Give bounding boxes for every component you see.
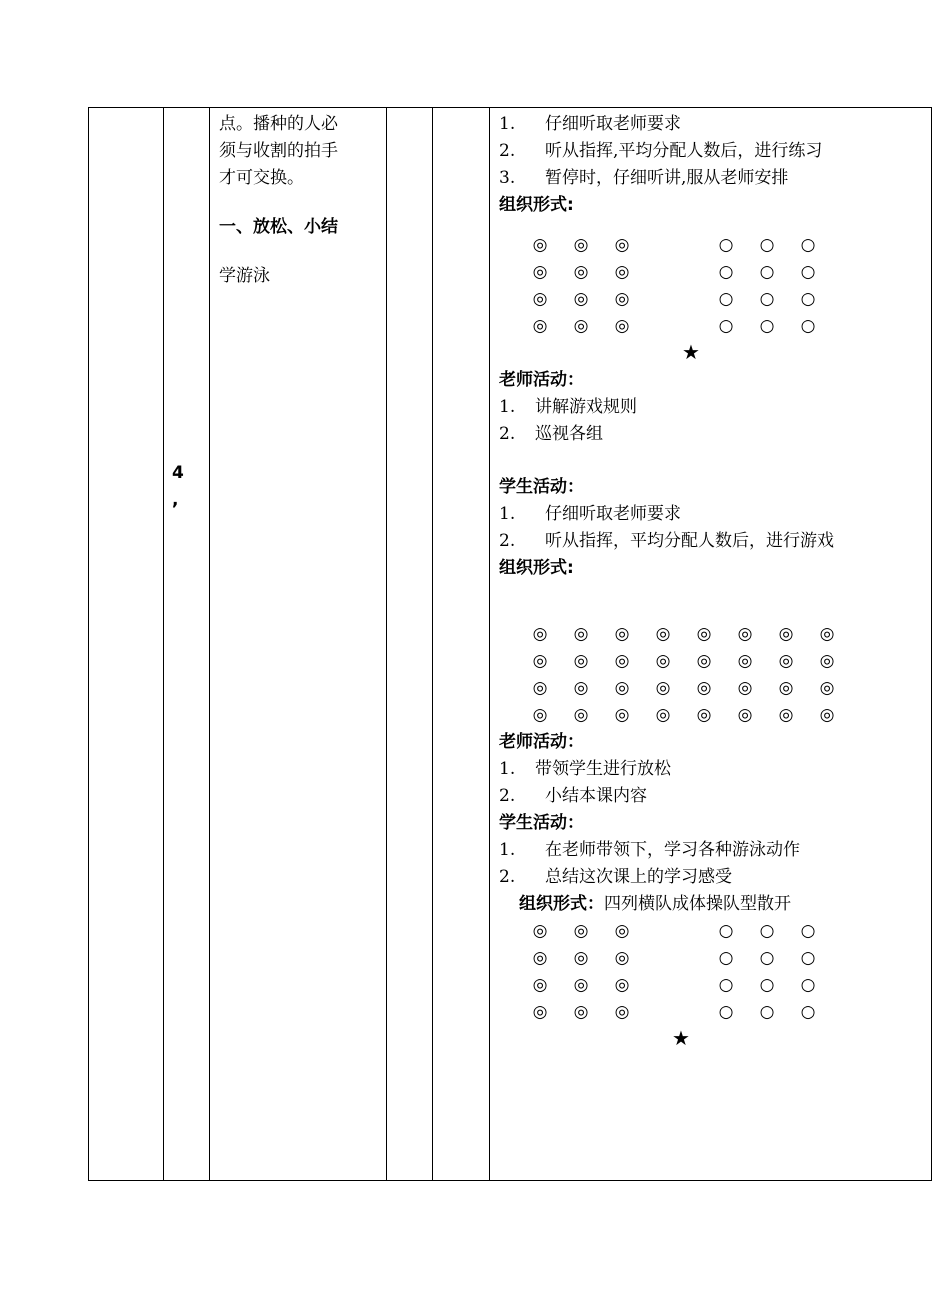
student-circle-icon: ◎ [819, 678, 835, 698]
student-circle-icon: ◎ [737, 678, 753, 698]
time-value: 4 [172, 463, 184, 483]
student-circle-icon: ◎ [532, 1002, 548, 1022]
list-item: 1. 仔细听取老师要求 [499, 114, 681, 134]
student-circle-icon: ◎ [532, 316, 548, 336]
list-item: 1. 在老师带领下，学习各种游泳动作 [499, 840, 800, 860]
student-activity-title: 学生活动： [499, 477, 584, 497]
student-circle-icon: ◎ [696, 678, 712, 698]
content-cell [219, 111, 384, 290]
list-item: 2. 听从指挥，平均分配人数后，进行游戏 [499, 531, 834, 551]
time-cell [172, 460, 192, 514]
student-circle-icon: ◎ [573, 975, 589, 995]
student-circle-icon: ◎ [573, 1002, 589, 1022]
content-text-line: 才可交换。 [219, 168, 304, 188]
group-circle-icon: ○ [800, 921, 816, 941]
list-item: 2. 小结本课内容 [499, 786, 647, 806]
student-circle-icon: ◎ [532, 624, 548, 644]
group-circle-icon: ○ [759, 948, 775, 968]
section-heading: 一、放松、小结 [219, 217, 338, 237]
student-circle-icon: ◎ [819, 651, 835, 671]
student-circle-icon: ◎ [532, 235, 548, 255]
group-circle-icon: ○ [759, 921, 775, 941]
group-circle-icon: ○ [759, 975, 775, 995]
group-circle-icon: ○ [718, 1002, 734, 1022]
content-text-line: 点。播种的人必 [219, 114, 338, 134]
student-circle-icon: ◎ [614, 1002, 630, 1022]
org-form-line: 组织形式：四列横队成体操队型散开 [519, 894, 791, 914]
student-circle-icon: ◎ [614, 975, 630, 995]
group-circle-icon: ○ [718, 262, 734, 282]
group-circle-icon: ○ [718, 975, 734, 995]
list-item: 3. 暂停时，仔细听讲,服从老师安排 [499, 168, 789, 188]
student-circle-icon: ◎ [778, 624, 794, 644]
group-circle-icon: ○ [800, 316, 816, 336]
teacher-star-icon: ★ [682, 340, 700, 364]
student-circle-icon: ◎ [696, 705, 712, 725]
student-circle-icon: ◎ [778, 651, 794, 671]
student-circle-icon: ◎ [614, 948, 630, 968]
time-mark: , [172, 490, 179, 510]
student-circle-icon: ◎ [614, 235, 630, 255]
student-circle-icon: ◎ [614, 678, 630, 698]
student-circle-icon: ◎ [655, 705, 671, 725]
org-form-label: 组织形式: [499, 558, 574, 578]
column-divider [489, 108, 490, 1180]
organization-cell [499, 111, 929, 1053]
student-circle-icon: ◎ [573, 651, 589, 671]
student-circle-icon: ◎ [532, 289, 548, 309]
student-circle-icon: ◎ [696, 624, 712, 644]
student-circle-icon: ◎ [614, 289, 630, 309]
list-item: 1. 仔细听取老师要求 [499, 504, 681, 524]
group-circle-icon: ○ [718, 289, 734, 309]
student-circle-icon: ◎ [819, 705, 835, 725]
teacher-star-icon: ★ [672, 1026, 690, 1050]
group-circle-icon: ○ [759, 262, 775, 282]
student-circle-icon: ◎ [614, 316, 630, 336]
group-circle-icon: ○ [800, 975, 816, 995]
student-circle-icon: ◎ [532, 921, 548, 941]
student-circle-icon: ◎ [614, 262, 630, 282]
group-circle-icon: ○ [759, 316, 775, 336]
student-circle-icon: ◎ [614, 624, 630, 644]
student-circle-icon: ◎ [696, 651, 712, 671]
student-circle-icon: ◎ [655, 678, 671, 698]
group-circle-icon: ○ [800, 235, 816, 255]
org-form-label: 组织形式: [499, 195, 574, 215]
student-circle-icon: ◎ [614, 921, 630, 941]
section-item: 学游泳 [219, 266, 270, 286]
student-circle-icon: ◎ [532, 975, 548, 995]
group-circle-icon: ○ [718, 948, 734, 968]
group-circle-icon: ○ [800, 262, 816, 282]
student-circle-icon: ◎ [655, 624, 671, 644]
student-circle-icon: ◎ [737, 651, 753, 671]
teacher-activity-title: 老师活动： [499, 732, 584, 752]
group-circle-icon: ○ [759, 1002, 775, 1022]
formation-grid-3 [499, 918, 929, 1053]
student-circle-icon: ◎ [532, 651, 548, 671]
student-circle-icon: ◎ [573, 678, 589, 698]
student-circle-icon: ◎ [532, 705, 548, 725]
student-circle-icon: ◎ [573, 705, 589, 725]
student-circle-icon: ◎ [573, 948, 589, 968]
column-divider [386, 108, 387, 1180]
list-item: 1. 讲解游戏规则 [499, 397, 637, 417]
student-circle-icon: ◎ [655, 651, 671, 671]
student-circle-icon: ◎ [737, 624, 753, 644]
student-circle-icon: ◎ [532, 678, 548, 698]
column-divider [163, 108, 164, 1180]
formation-grid-2 [499, 621, 929, 729]
teacher-activity-title: 老师活动： [499, 370, 584, 390]
list-item: 1. 带领学生进行放松 [499, 759, 671, 779]
group-circle-icon: ○ [800, 948, 816, 968]
group-circle-icon: ○ [800, 1002, 816, 1022]
formation-grid-1 [499, 232, 929, 367]
student-circle-icon: ◎ [614, 705, 630, 725]
student-circle-icon: ◎ [737, 705, 753, 725]
list-item: 2. 听从指挥,平均分配人数后，进行练习 [499, 141, 823, 161]
group-circle-icon: ○ [718, 921, 734, 941]
student-activity-title: 学生活动： [499, 813, 584, 833]
group-circle-icon: ○ [759, 235, 775, 255]
student-circle-icon: ◎ [573, 624, 589, 644]
student-circle-icon: ◎ [573, 921, 589, 941]
group-circle-icon: ○ [800, 289, 816, 309]
student-circle-icon: ◎ [778, 678, 794, 698]
student-circle-icon: ◎ [573, 262, 589, 282]
list-item: 2. 巡视各组 [499, 424, 603, 444]
content-text-line: 须与收割的拍手 [219, 141, 338, 161]
lesson-plan-table [88, 107, 932, 1181]
student-circle-icon: ◎ [573, 316, 589, 336]
student-circle-icon: ◎ [614, 651, 630, 671]
student-circle-icon: ◎ [532, 262, 548, 282]
group-circle-icon: ○ [718, 316, 734, 336]
group-circle-icon: ○ [759, 289, 775, 309]
student-circle-icon: ◎ [819, 624, 835, 644]
student-circle-icon: ◎ [778, 705, 794, 725]
student-circle-icon: ◎ [573, 235, 589, 255]
column-divider [432, 108, 433, 1180]
student-circle-icon: ◎ [573, 289, 589, 309]
group-circle-icon: ○ [718, 235, 734, 255]
student-circle-icon: ◎ [532, 948, 548, 968]
list-item: 2. 总结这次课上的学习感受 [499, 867, 732, 887]
column-divider [209, 108, 210, 1180]
